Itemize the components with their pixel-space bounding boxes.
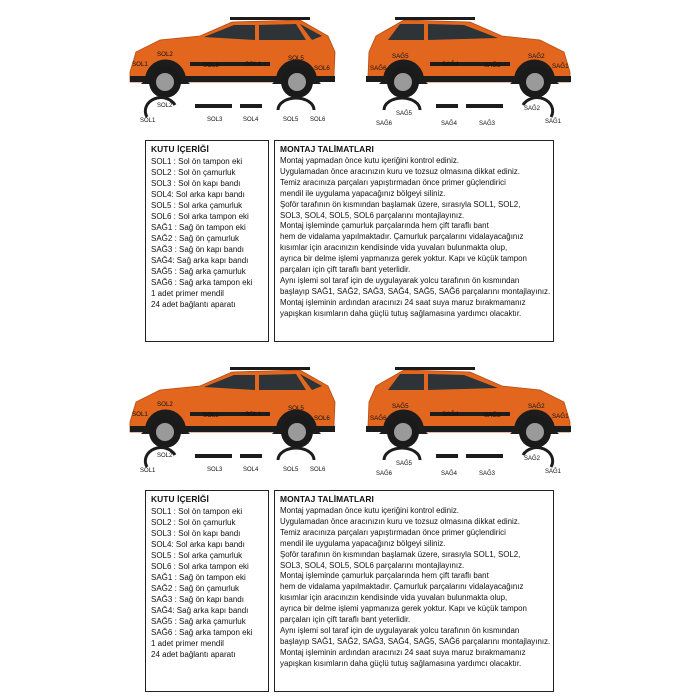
left-side-car-illustration [130,17,335,98]
instruction-line: hem de vidalama yapılmaktadır. Çamurluk parçalarını vidalayacağınız [280,232,524,242]
part-label: SAĞ6 [376,121,393,127]
contents-item: SAĞ1 : Sağ ön tampon eki [151,573,246,582]
contents-item: SAĞ3 : Sağ ön kapı bandı [151,245,244,254]
contents-item: SAĞ1 : Sağ ön tampon eki [151,223,246,232]
instruction-line: parçaları için çift taraflı bant yeterlidir. [280,615,411,625]
contents-item: 24 adet bağlantı aparatı [151,300,236,309]
car-label: SOL3 [203,412,219,419]
contents-item: SOL6 : Sol arka tampon eki [151,212,249,221]
instruction-line: ayrıca bir delme işlemi yapmanıza gerek yoktur. Kapı ve küçük tampon [280,254,527,264]
car-label: SAĞ2 [528,53,545,60]
instruction-line: başlayıp SAĞ1, SAĞ2, SAĞ3, SAĞ4, SAĞ5, SAĞ6 parçalarını montajlayınız. [280,636,551,646]
part-label: SOL3 [207,117,223,123]
contents-item: SAĞ4: Sağ arka kapı bandı [151,256,249,265]
instruction-line: kısımlar için aracınızın kendisinde vida yuvaları bulunmakta olup, [280,243,508,253]
part-label: SAĞ3 [479,121,496,127]
part-label: SOL5 [283,467,299,473]
contents-item: SAĞ5 : Sağ arka çamurluk [151,617,246,626]
car-label: SAĞ6 [370,65,387,72]
part-label: SOL4 [243,117,259,123]
install-sheet-bottom [0,350,700,700]
part-label: SAĞ3 [479,471,496,477]
contents-title: KUTU İÇERİĞİ [151,144,209,154]
contents-item: SOL4: Sol arka kapı bandı [151,190,245,199]
contents-item: SOL2 : Sol ön çamurluk [151,518,236,527]
car-label: SOL4 [245,61,261,68]
car-label: SAĞ1 [552,413,569,420]
installation-instructions [274,490,554,692]
part-label: SOL4 [243,467,259,473]
instruction-line: yapışkan kısımların daha güçlü tutuş sağlamasına yardımcı olacaktır. [280,308,522,318]
car-label: SOL6 [314,65,330,72]
contents-item: SOL6 : Sol arka tampon eki [151,562,249,571]
contents-title: KUTU İÇERİĞİ [151,494,209,504]
instruction-line: parçaları için çift taraflı bant yeterlidir. [280,265,411,275]
instruction-line: Aynı işlemi sol taraf için de uygulayarak yolcu tarafının ön kısmından [280,625,520,635]
part-label: SAĞ5 [396,111,413,117]
contents-item: SOL3 : Sol ön kapı bandı [151,179,241,188]
instruction-line: mendil ile uygulama yapacağınız bölgeyi siliniz. [280,188,446,198]
car-label: SOL1 [132,61,148,68]
contents-item: SOL1 : Sol ön tampon eki [151,507,243,516]
instruction-line: Montaj yapmadan önce kutu içeriğini kontrol ediniz. [280,506,459,515]
instruction-line: Temiz aracınıza parçaları yapıştırmadan önce primer güçlendirici [280,177,506,187]
instruction-line: Montaj yapmadan önce kutu içeriğini kontrol ediniz. [280,156,459,165]
left-parts-row [140,448,326,474]
instruction-line: Temiz aracınıza parçaları yapıştırmadan önce primer güçlendirici [280,527,506,537]
car-label: SAĞ4 [442,411,459,418]
contents-item: SAĞ2 : Sağ ön çamurluk [151,234,240,243]
instructions-title: MONTAJ TALİMATLARI [280,494,374,504]
car-diagram [0,0,700,140]
instruction-line: başlayıp SAĞ1, SAĞ2, SAĞ3, SAĞ4, SAĞ5, SAĞ6 parçalarını montajlayınız. [280,286,551,296]
part-label: SOL2 [157,453,173,459]
contents-item: SOL2 : Sol ön çamurluk [151,168,236,177]
car-diagram [0,350,700,490]
contents-item: SOL4: Sol arka kapı bandı [151,540,245,549]
car-label: SOL4 [245,411,261,418]
contents-item: SAĞ4: Sağ arka kapı bandı [151,606,249,615]
car-label: SOL6 [314,415,330,422]
box-contents-list [145,140,269,342]
instructions-title: MONTAJ TALİMATLARI [280,144,374,154]
instruction-line: Montaj işleminin ardından aracınızı 24 saat suya maruz bırakmamanız [280,647,526,657]
instruction-line: hem de vidalama yapılmaktadır. Çamurluk parçalarını vidalayacağınız [280,582,524,592]
box-contents-list [145,490,269,692]
instruction-line: Aynı işlemi sol taraf için de uygulayarak yolcu tarafının ön kısmından [280,275,520,285]
part-label: SOL1 [140,468,156,474]
contents-item: SAĞ6 : Sağ arka tampon eki [151,628,253,637]
instruction-line: Montaj işleminde çamurluk parçalarında hem çift taraflı bant [280,571,489,581]
right-side-car-illustration [366,17,571,98]
car-label: SOL5 [288,405,304,412]
part-label: SOL6 [310,467,326,473]
instruction-line: SOL3, SOL4, SOL5, SOL6 parçalarını montajlayınız. [280,560,465,570]
contents-item: 1 adet primer mendil [151,639,224,648]
part-label: SOL1 [140,118,156,124]
part-label: SAĞ4 [441,471,458,477]
part-label: SAĞ4 [441,121,458,127]
car-label: SAĞ6 [370,415,387,422]
contents-item: SAĞ3 : Sağ ön kapı bandı [151,595,244,604]
right-parts-row [376,448,562,477]
car-label: SAĞ4 [442,61,459,68]
instruction-line: Montaj işleminin ardından aracınızı 24 saat suya maruz bırakmamanız [280,297,526,307]
car-label: SAĞ5 [392,403,409,410]
instruction-line: Montaj işleminde çamurluk parçalarında hem çift taraflı bant [280,221,489,231]
car-label: SAĞ3 [484,62,501,69]
instruction-line: Uygulamadan önce aracınızın kuru ve tozsuz olmasına dikkat ediniz. [280,166,520,176]
left-parts-row [140,98,326,124]
instruction-line: Şoför tarafının ön kısmından başlamak üzere, sırasıyla SOL1, SOL2, [280,199,521,209]
contents-item: SOL1 : Sol ön tampon eki [151,157,243,166]
car-label: SAĞ5 [392,53,409,60]
contents-item: SAĞ2 : Sağ ön çamurluk [151,584,240,593]
instruction-line: ayrıca bir delme işlemi yapmanıza gerek yoktur. Kapı ve küçük tampon [280,604,527,614]
contents-item: SOL3 : Sol ön kapı bandı [151,529,241,538]
car-label: SAĞ1 [552,63,569,70]
part-label: SAĞ2 [524,456,541,462]
instruction-line: Uygulamadan önce aracınızın kuru ve tozsuz olmasına dikkat ediniz. [280,516,520,526]
instruction-line: Şoför tarafının ön kısmından başlamak üzere, sırasıyla SOL1, SOL2, [280,549,521,559]
part-label: SAĞ2 [524,106,541,112]
car-label: SOL2 [157,401,173,408]
contents-item: 24 adet bağlantı aparatı [151,650,236,659]
instruction-line: SOL3, SOL4, SOL5, SOL6 parçalarını montajlayınız. [280,210,465,220]
contents-item: SAĞ5 : Sağ arka çamurluk [151,267,246,276]
contents-item: SAĞ6 : Sağ arka tampon eki [151,278,253,287]
instruction-line: mendil ile uygulama yapacağınız bölgeyi siliniz. [280,538,446,548]
car-label: SOL3 [203,62,219,69]
car-label: SOL2 [157,51,173,58]
part-label: SAĞ6 [376,471,393,477]
instruction-line: yapışkan kısımların daha güçlü tutuş sağlamasına yardımcı olacaktır. [280,658,522,668]
part-label: SOL2 [157,103,173,109]
car-label: SAĞ3 [484,412,501,419]
car-label: SOL1 [132,411,148,418]
car-label: SAĞ2 [528,403,545,410]
part-label: SOL3 [207,467,223,473]
part-label: SOL5 [283,117,299,123]
contents-item: SOL5 : Sol arka çamurluk [151,201,243,210]
installation-instructions [274,140,554,342]
right-parts-row [376,98,562,127]
car-label: SOL5 [288,55,304,62]
instruction-line: kısımlar için aracınızın kendisinde vida yuvaları bulunmakta olup, [280,593,508,603]
part-label: SAĞ1 [545,469,562,475]
right-side-car-illustration [366,367,571,448]
contents-item: SOL5 : Sol arka çamurluk [151,551,243,560]
left-side-car-illustration [130,367,335,448]
part-label: SOL6 [310,117,326,123]
part-label: SAĞ5 [396,461,413,467]
contents-item: 1 adet primer mendil [151,289,224,298]
part-label: SAĞ1 [545,119,562,125]
